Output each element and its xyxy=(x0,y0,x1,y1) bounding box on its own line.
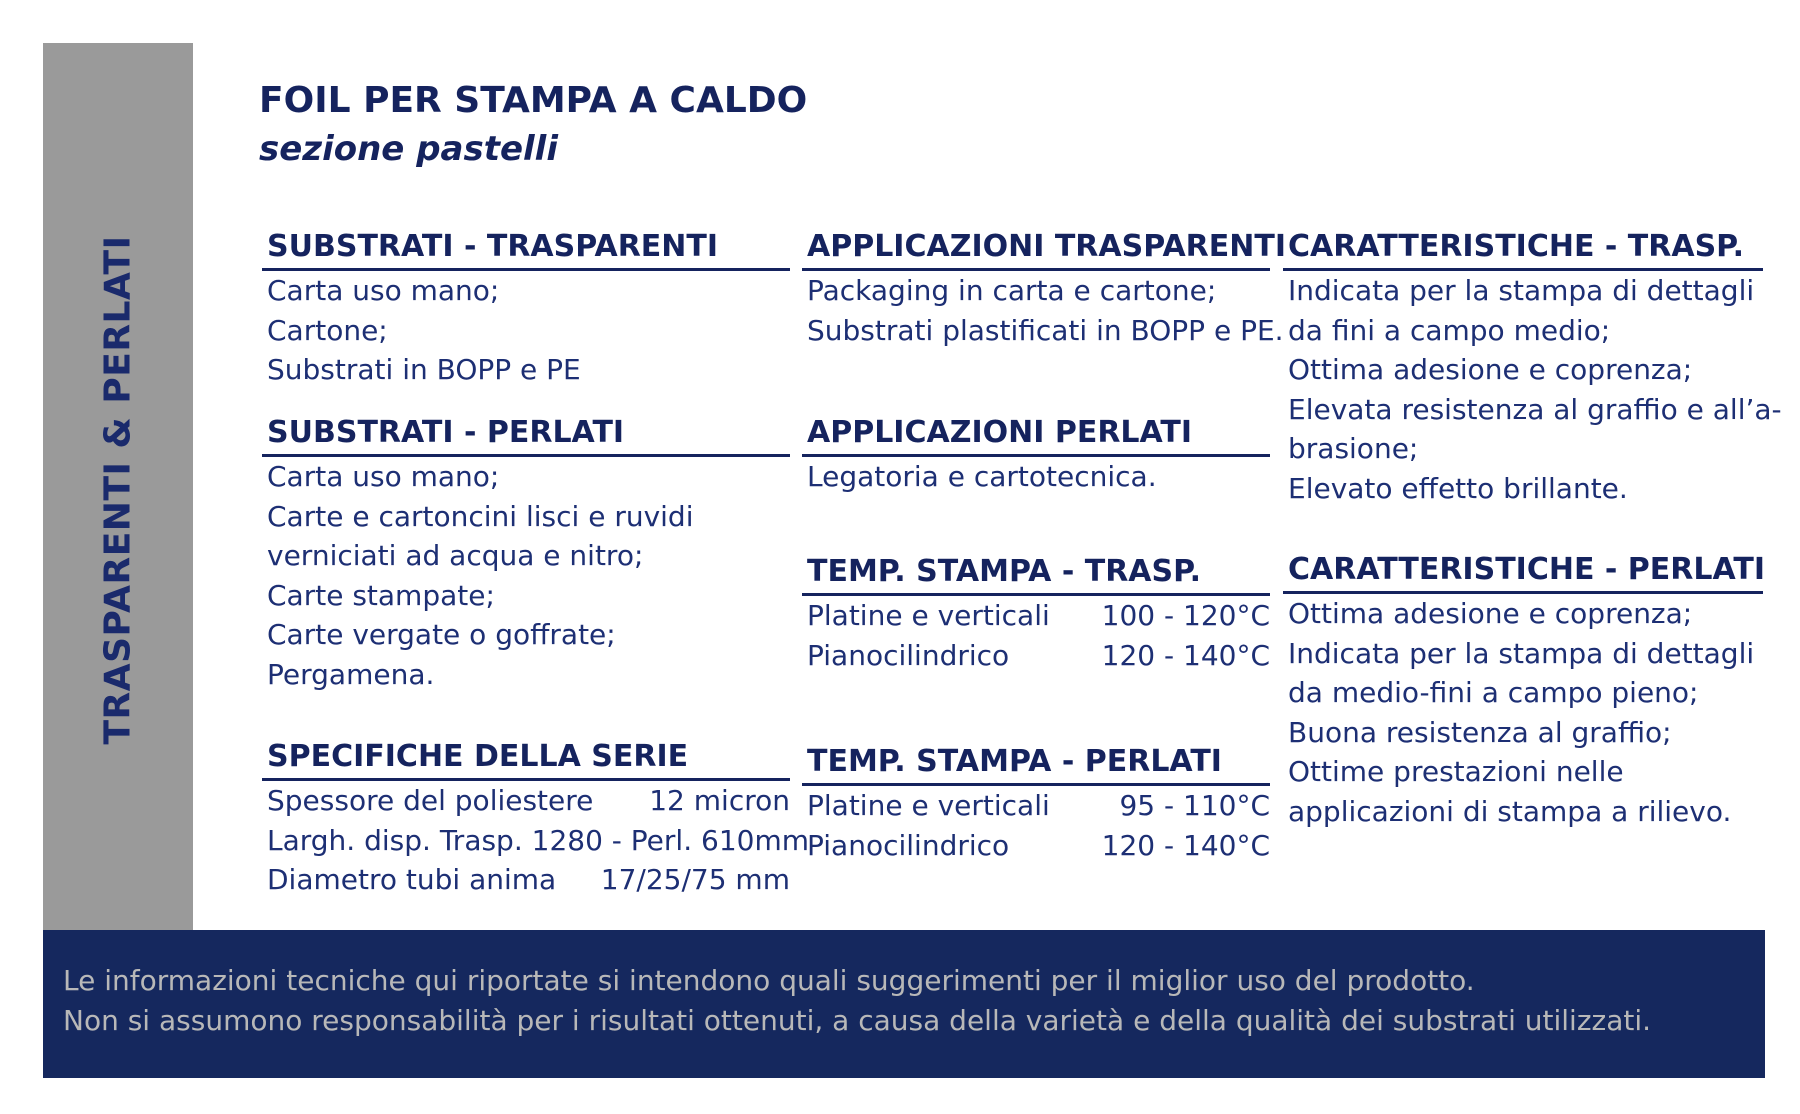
section-temp-trasp xyxy=(802,553,1270,675)
spec-row xyxy=(267,860,790,900)
section-substrati-trasparenti xyxy=(262,228,790,390)
list-item: Pergamena. xyxy=(267,657,435,691)
list-item: da medio-fini a campo pieno; xyxy=(1288,676,1699,709)
section-caratteristiche-perlati xyxy=(1283,551,1763,831)
section-applicazioni-perlati xyxy=(802,414,1270,497)
spec-value: 12 micron xyxy=(649,784,790,817)
list-item: Packaging in carta e cartone; xyxy=(807,274,1217,307)
footer-disclaimer xyxy=(43,930,1765,1078)
section-heading: SUBSTRATI - PERLATI xyxy=(262,414,790,457)
footer-line: Le informazioni tecniche qui riportate si intendono quali suggerimenti per il miglior uso del prodotto. xyxy=(63,964,1475,997)
section-heading: TEMP. STAMPA - PERLATI xyxy=(802,743,1270,786)
temp-value: 95 - 110°C xyxy=(1119,789,1270,822)
temp-label: Platine e verticali xyxy=(807,789,1050,822)
temp-row xyxy=(807,786,1270,826)
section-heading: APPLICAZIONI PERLATI xyxy=(802,414,1270,457)
list-item: Carta uso mano; xyxy=(267,274,500,307)
spec-label: Spessore del poliestere xyxy=(267,784,594,817)
section-heading: CARATTERISTICHE - PERLATI xyxy=(1283,551,1763,594)
list-item: Carta uso mano; xyxy=(267,460,500,493)
section-heading: SUBSTRATI - TRASPARENTI xyxy=(262,228,790,271)
spec-value: 17/25/75 mm xyxy=(600,863,790,896)
list-item: Carte vergate o goffrate; xyxy=(267,618,616,651)
section-heading: SPECIFICHE DELLA SERIE xyxy=(262,738,790,781)
list-item: Carte stampate; xyxy=(267,578,495,612)
list-item: brasione; xyxy=(1288,432,1419,465)
list-item: Indicata per la stampa di dettagli xyxy=(1288,636,1755,670)
list-item: Carte e cartoncini lisci e ruvidi xyxy=(267,499,694,533)
section-heading: CARATTERISTICHE - TRASP. xyxy=(1283,228,1763,271)
list-item: applicazioni di stampa a rilievo. xyxy=(1288,794,1732,828)
side-label: TRASPARENTI & PERLATI xyxy=(97,235,139,745)
temp-value: 120 - 140°C xyxy=(1101,828,1270,862)
section-heading: APPLICAZIONI TRASPARENTI xyxy=(802,228,1270,271)
temp-row xyxy=(807,826,1270,866)
spec-row xyxy=(267,781,790,821)
list-item: Cartone; xyxy=(267,313,388,347)
list-item: Indicata per la stampa di dettagli xyxy=(1288,274,1755,307)
section-specifiche xyxy=(262,738,809,900)
temp-label: Pianocilindrico xyxy=(807,828,1010,862)
temp-label: Pianocilindrico xyxy=(807,638,1010,672)
temp-row xyxy=(807,636,1270,676)
list-item: Buona resistenza al graffio; xyxy=(1288,715,1672,749)
list-item: Substrati in BOPP e PE xyxy=(267,353,581,386)
temp-row xyxy=(807,596,1270,636)
section-substrati-perlati xyxy=(262,414,790,694)
list-item: verniciati ad acqua e nitro; xyxy=(267,539,644,572)
section-caratteristiche-trasp xyxy=(1283,228,1782,508)
temp-value: 100 - 120°C xyxy=(1101,599,1270,632)
list-item: da fini a campo medio; xyxy=(1288,313,1611,347)
temp-label: Platine e verticali xyxy=(807,599,1050,632)
page-title: FOIL PER STAMPA A CALDO xyxy=(259,80,808,121)
list-item: Elevata resistenza al graffio e all’a- xyxy=(1288,392,1782,426)
list-item: Legatoria e cartotecnica. xyxy=(807,460,1157,493)
temp-value: 120 - 140°C xyxy=(1101,638,1270,672)
list-item: Ottima adesione e coprenza; xyxy=(1288,353,1693,386)
spec-label: Diametro tubi anima xyxy=(267,863,557,896)
list-item: Ottime prestazioni nelle xyxy=(1288,755,1624,788)
list-item: Ottima adesione e coprenza; xyxy=(1288,597,1693,630)
page-subtitle: sezione pastelli xyxy=(259,129,558,169)
list-item: Substrati plastificati in BOPP e PE. xyxy=(807,313,1284,347)
section-temp-perlati xyxy=(802,743,1270,865)
section-applicazioni-trasparenti xyxy=(802,228,1287,350)
list-item: Elevato effetto brillante. xyxy=(1288,471,1628,505)
section-heading: TEMP. STAMPA - TRASP. xyxy=(802,553,1270,596)
spec-label: Largh. disp. Trasp. 1280 - Perl. 610mm xyxy=(267,823,809,857)
footer-line: Non si assumono responsabilità per i risultati ottenuti, a causa della varietà e della qualità dei substrati utilizzati. xyxy=(63,1004,1652,1037)
spec-row xyxy=(267,821,809,861)
